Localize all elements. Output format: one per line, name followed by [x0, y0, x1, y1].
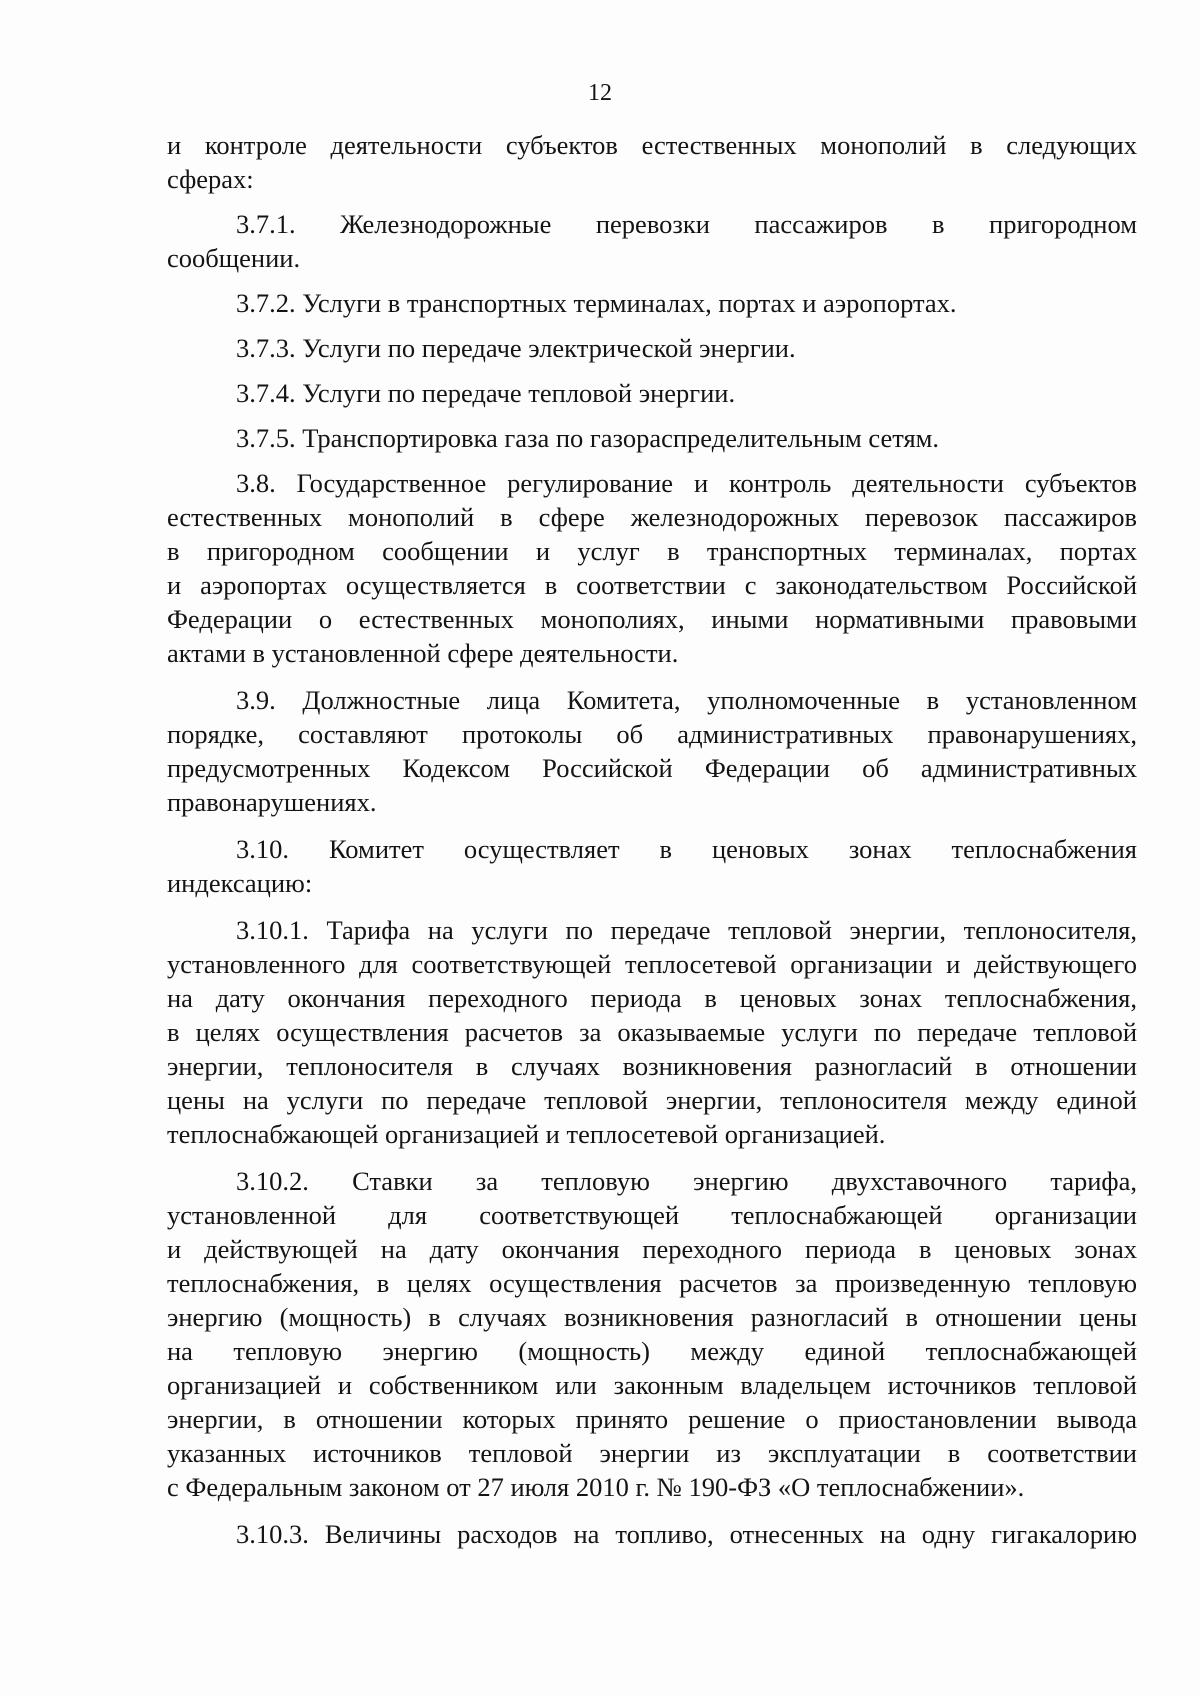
text-line: энергии, теплоносителя в случаях возникновения разногласий в отношении [167, 1051, 1137, 1081]
text-line: с Федеральным законом от 27 июля 2010 г. № 190-ФЗ «О теплоснабжении». [167, 1472, 1025, 1502]
text-line: 3.7.2. Услуги в транспортных терминалах, портах и аэропортах. [236, 288, 957, 318]
text-line: организацией и собственником или законным владельцем источников тепловой [167, 1370, 1137, 1400]
paragraph-3-10-3 [167, 1517, 1137, 1551]
text-line: на дату окончания переходного периода в ценовых зонах теплоснабжения, [167, 983, 1137, 1013]
paragraph-3-7-4 [167, 376, 1137, 410]
text-line: индексацию: [167, 868, 313, 898]
text-line: 3.10.2. Ставки за тепловую энергию двухставочного тарифа, [236, 1166, 1137, 1196]
paragraph-3-7-2 [167, 286, 1137, 320]
page-number: 12 [588, 80, 612, 106]
text-line: 3.7.3. Услуги по передаче электрической энергии. [236, 333, 796, 363]
text-line: установленной для соответствующей теплоснабжающей организации [167, 1200, 1137, 1230]
text-line: 3.9. Должностные лица Комитета, уполномоченные в установленном [236, 685, 1137, 715]
paragraph-3-10-2 [167, 1164, 1137, 1504]
document-body [167, 128, 1137, 1551]
text-line: энергию (мощность) в случаях возникновения разногласий в отношении цены [167, 1302, 1137, 1332]
text-line: 3.7.1. Железнодорожные перевозки пассажиров в пригородном [236, 209, 1137, 239]
text-line: энергии, в отношении которых принято решение о приостановлении вывода [167, 1404, 1137, 1434]
text-line: естественных монополий в сфере железнодорожных перевозок пассажиров [167, 502, 1137, 532]
text-line: 3.8. Государственное регулирование и контроль деятельности субъектов [236, 468, 1137, 498]
text-line: предусмотренных Кодексом Российской Федерации об административных [167, 753, 1137, 783]
text-line: на тепловую энергию (мощность) между единой теплоснабжающей [167, 1336, 1137, 1366]
paragraph-3-7-3 [167, 331, 1137, 365]
text-line: в целях осуществления расчетов за оказываемые услуги по передаче тепловой [167, 1017, 1137, 1047]
text-line: актами в установленной сфере деятельности. [167, 638, 679, 668]
text-line: теплоснабжения, в целях осуществления расчетов за произведенную тепловую [167, 1268, 1137, 1298]
text-line: 3.7.4. Услуги по передаче тепловой энергии. [236, 378, 736, 408]
paragraph-3-10 [167, 832, 1137, 900]
text-line: установленного для соответствующей теплосетевой организации и действующего [167, 949, 1137, 979]
text-line: 3.10.3. Величины расходов на топливо, отнесенных на одну гигакалорию [236, 1519, 1137, 1549]
text-line: указанных источников тепловой энергии из эксплуатации в соответствии [167, 1438, 1137, 1468]
text-line: 3.7.5. Транспортировка газа по газораспределительным сетям. [236, 423, 940, 453]
text-line: теплоснабжающей организацией и теплосетевой организацией. [167, 1119, 886, 1149]
text-line: и контроле деятельности субъектов естественных монополий в следующих [167, 130, 1137, 160]
text-line: цены на услуги по передаче тепловой энергии, теплоносителя между единой [167, 1085, 1137, 1115]
paragraph-3-8 [167, 466, 1137, 670]
text-line: 3.10.1. Тарифа на услуги по передаче тепловой энергии, теплоносителя, [236, 915, 1137, 945]
text-line: в пригородном сообщении и услуг в транспортных терминалах, портах [167, 536, 1137, 566]
text-line: Федерации о естественных монополиях, иными нормативными правовыми [167, 604, 1137, 634]
paragraph-3-7-5 [167, 421, 1137, 455]
paragraph-intro [167, 128, 1137, 196]
text-line: и действующей на дату окончания переходного периода в ценовых зонах [167, 1234, 1137, 1264]
text-line: и аэропортах осуществляется в соответствии с законодательством Российской [167, 570, 1137, 600]
text-line: 3.10. Комитет осуществляет в ценовых зонах теплоснабжения [236, 834, 1137, 864]
text-line: правонарушениях. [167, 787, 377, 817]
paragraph-3-9 [167, 683, 1137, 819]
text-line: сообщении. [167, 243, 301, 273]
paragraph-3-10-1 [167, 913, 1137, 1151]
text-line: порядке, составляют протоколы об административных правонарушениях, [167, 719, 1137, 749]
text-line: сферах: [167, 164, 254, 194]
paragraph-3-7-1 [167, 207, 1137, 275]
